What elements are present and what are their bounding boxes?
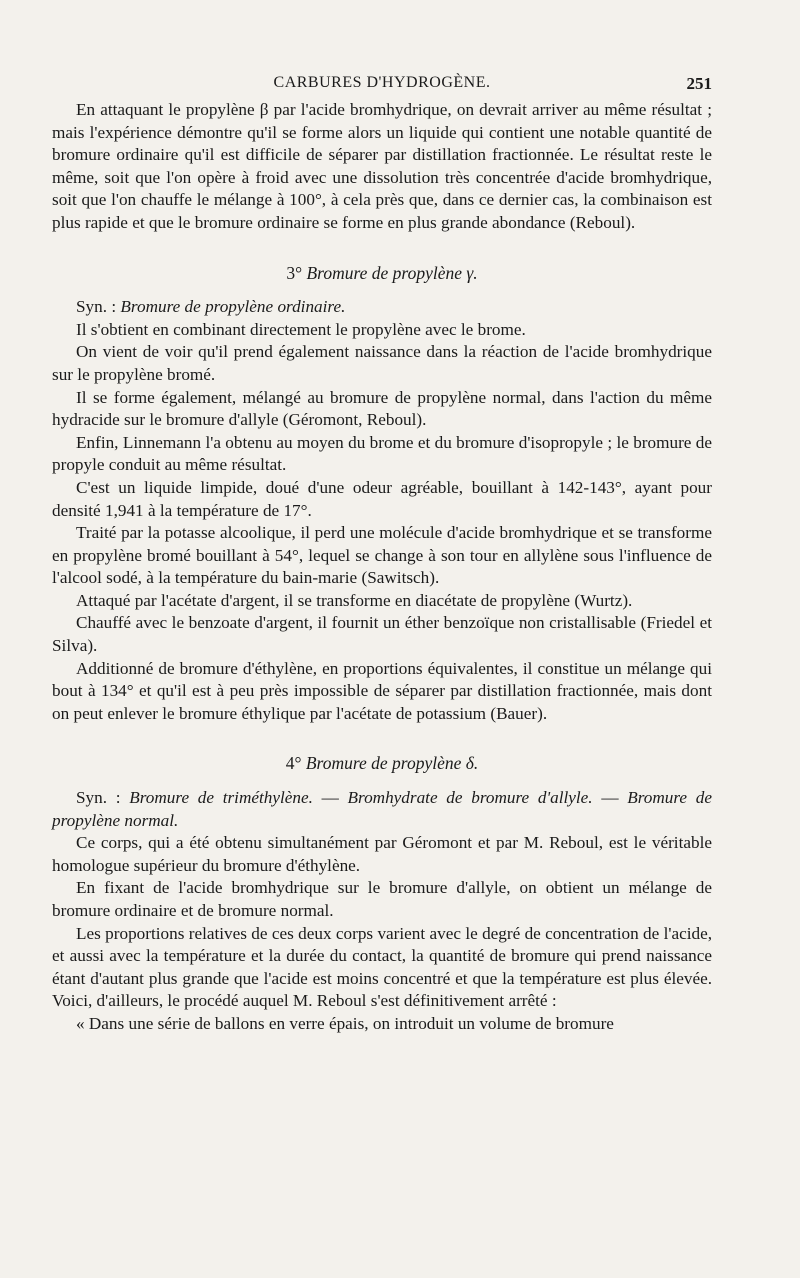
- paragraph: On vient de voir qu'il prend également naissance dans la réaction de l'acide bromhydrique sur le propylène bromé.: [52, 342, 712, 384]
- page-number: 251: [686, 74, 712, 93]
- synonym: Bromure de propylène normal.: [52, 788, 712, 830]
- syn-separator: —: [592, 788, 628, 808]
- page-header: [52, 70, 712, 94]
- paragraph: Il s'obtient en combinant directement le propylène avec le brome.: [76, 319, 526, 339]
- paragraph: En attaquant le propylène β par l'acide bromhydrique, on devrait arriver au même résultat ; mais l'expérience démontre qu'il se forme alors un liquide qui contient une notable quantité de bromure ordinaire qu'il est difficile de séparer par distillation fractionnée. Le résultat reste le même, soit que l'on opère à froid avec une dissolution très concentrée d'acide bromhydrique, soit que l'on chauffe le mélange à 100°, à cela près que, dans ce dernier cas, la combinaison est plus rapide et que le bromure ordinaire se forme en plus grande abondance (Reboul).: [52, 100, 712, 232]
- paragraph: C'est un liquide limpide, doué d'une odeur agréable, bouillant à 142-143°, ayant pour densité 1,941 à la température de 17°.: [52, 477, 712, 520]
- paragraph: Attaqué par l'acétate d'argent, il se transforme en diacétate de propylène (Wurtz).: [76, 590, 633, 610]
- paragraph: Traité par la potasse alcoolique, il perd une molécule d'acide bromhydrique et se transforme en propylène bromé bouillant à 54°, lequel se change à son tour en allylène sous l'influence de l'alcool sodé, à la température du bain-marie (Sawitsch).: [52, 523, 712, 588]
- paragraph: « Dans une série de ballons en verre épais, on introduit un volume de bromure: [76, 1013, 614, 1033]
- running-title: CARBURES D'HYDROGÈNE.: [273, 74, 491, 91]
- section-number: 4°: [285, 753, 302, 774]
- syn-label: Syn. :: [76, 788, 130, 808]
- synonym: Bromure de triméthylène.: [129, 788, 313, 808]
- section-heading-3: [52, 262, 712, 285]
- synonym: Bromure de propylène ordinaire.: [120, 297, 346, 317]
- syn-label: Syn. :: [76, 297, 121, 317]
- synonym: Bromhydrate de bromure d'allyle.: [347, 788, 593, 808]
- paragraph: Ce corps, qui a été obtenu simultanément par Géromont et par M. Reboul, est le véritable homologue supérieur du bromure d'éthylène.: [52, 833, 712, 875]
- section-title-text: Bromure de propylène γ.: [306, 262, 478, 283]
- paragraph: En fixant de l'acide bromhydrique sur le bromure d'allyle, on obtient un mélange de bromure ordinaire et de bromure normal.: [52, 878, 712, 920]
- paragraph: Les proportions relatives de ces deux corps varient avec le degré de concentration de l'acide, et aussi avec la température et la durée du contact, la quantité de bromure qui prend naissance étant d'autant plus grande que l'acide est moins concentré et que la température est plus élevée. Voici, d'ailleurs, le procédé auquel M. Reboul s'est définitivement arrêté :: [52, 923, 712, 1011]
- paragraph: Il se forme également, mélangé au bromure de propylène normal, dans l'action du même hydracide sur le bromure d'allyle (Géromont, Reboul).: [52, 387, 712, 430]
- page-body: [52, 99, 712, 1036]
- section-number: 3°: [286, 262, 303, 283]
- synonym-line: [52, 787, 712, 832]
- synonym-line: [52, 296, 712, 319]
- section-heading-4: [52, 752, 712, 775]
- syn-separator: —: [312, 788, 348, 808]
- section-title-text: Bromure de propylène δ.: [305, 753, 479, 774]
- paragraph: Enfin, Linnemann l'a obtenu au moyen du brome et du bromure d'isopropyle ; le bromure de propyle conduit au même résultat.: [52, 432, 712, 475]
- paragraph: Additionné de bromure d'éthylène, en proportions équivalentes, il constitue un mélange qui bout à 134° et qu'il est à peu près impossible de séparer par distillation fractionnée, mais dont on peut enlever le bromure éthylique par l'acétate de potassium (Bauer).: [52, 658, 712, 723]
- paragraph: Chauffé avec le benzoate d'argent, il fournit un éther benzoïque non cristallisable (Friedel et Silva).: [52, 613, 712, 656]
